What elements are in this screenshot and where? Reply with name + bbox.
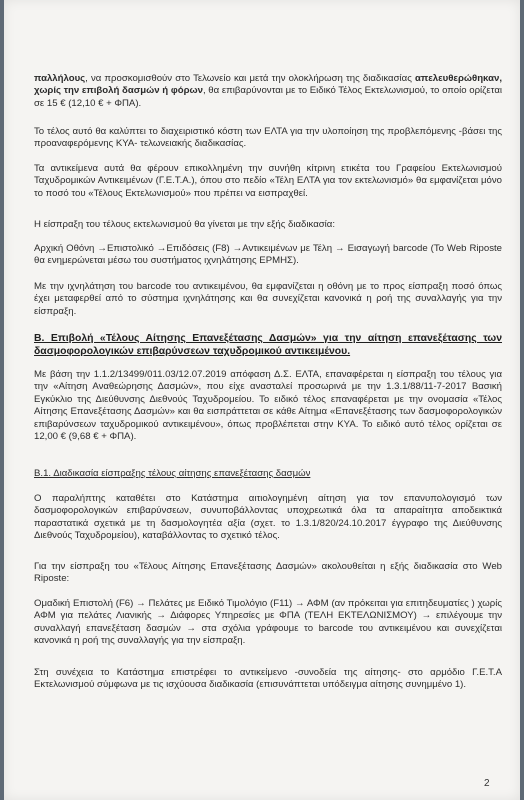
section-b-title: Β. Επιβολή «Τέλους Αίτησης Επανεξέτασης Δασμών» για την αίτηση επανεξέτασης των δασμοφορολογικών επιβαρύνσεων ταχυδρομικού αντικειμένου. (34, 333, 502, 357)
paragraph-text: , θα επιβαρύνονται με το Ειδικό Τέλος Εκτελωνισμού, το οποίο ορίζεται σε 15 € (12,10 € + ΦΠΑ). (34, 85, 503, 109)
bold-text: απελευθερώθηκαν, χωρίς την επιβολή δασμών ή φόρων (34, 73, 502, 97)
paragraph-tracking: Με την ιχνηλάτηση του barcode του αντικειμένου, θα εμφανίζεται η οθόνη με το προς είσπραξη ποσό όπως έχει μεταφερθεί από το σύστημα ιχνηλάτησης και θα συνεχίζεται κανονικά η ροή της συναλλαγής για την είσπραξη. (34, 281, 502, 317)
page-number: 2 (484, 778, 490, 789)
paragraph-fee-cost: Το τέλος αυτό θα καλύπτει το διαχειριστικό κόστη των ΕΛΤΑ για την υλοποίηση της προβλεπόμενης -βάσει της προαναφερόμενης ΚΥΑ- τελωνειακής διαδικασίας. (34, 126, 502, 150)
paragraph-web-riposte-path: Ομαδική Επιστολή (F6) → Πελάτες με Ειδικό Τιμολόγιο (F11) → ΑΦΜ (αν πρόκειται για επιτηδευματίες ) χωρίς ΑΦΜ για πελάτες Λιανικής → Διάφορες Υπηρεσίες με ΦΠΑ (ΤΕΛΗ ΕΚΤΕΛΩΝΙΣΜΟΥ) → επιλέγουμε την συναλλαγή επανεξέταση δασμών → στα σχόλια γράφουμε το barcode του αντικειμένου και συνεχίζεται κανονικά η ροή της συναλλαγής για την είσπραξη. (34, 598, 502, 647)
paragraph-decision: Με βάση την 1.1.2/13499/011.03/12.07.2019 απόφαση Δ.Σ. ΕΛΤΑ, επαναφέρεται η είσπραξη του τέλους για την «Αίτηση Αναθεώρησης Δασμών», που είχε ανασταλεί προσωρινά με την 1.3.1/88/11-7-2017 Βασική Εγκύκλιο της Διεύθυνσης Διεθνούς Ταχυδρομείου. Το ειδικό τέλος επαναφέρεται με την ονομασία «Τέλος Αίτησης Επανεξέτασης Δασμών» και θα εισπράττεται σε κάθε Αίτημα «Επανεξέτασης των δασμοφορολογικών επιβαρύνσεων ταχυδρομικού αντικειμένου», όπως προβλέπεται στην ΚΥΑ. Το ειδικό αυτό τέλος ορίζεται σε 12,00 € (9,68 € + ΦΠΑ). (34, 369, 502, 443)
paragraph-recipient: Ο παραλήπτης καταθέτει στο Κατάστημα αιτιολογημένη αίτηση για τον επανυπολογισμό των δασμοφορολογικών επιβαρύνσεων, συνυποβάλλοντας υποχρεωτικά όλα τα απαραίτητα αποδεικτικά παραστατικά σχετικά με τη δασμολογητέα αξία (σχετ. το 1.3.1/820/24.10.2017 έγγραφο της Διεύθυνσης Διεθνούς Ταχυδρομείου), καταβάλλοντας το σχετικό τέλος. (34, 493, 502, 542)
bold-text: παλλήλους (34, 73, 86, 84)
paragraph-yellow-label: Τα αντικείμενα αυτά θα φέρουν επικολλημένη την συνήθη κίτρινη ετικέτα του Γραφείου Εκτελωνισμού Ταχυδρομικών Αντικειμένων (Γ.Ε.Τ.Α.), όπου στο πεδίο «Τέλη ΕΛΤΑ για τον εκτελωνισμό» θα εμφανίζεται μόνο το ποσό του «Τέλους Εκτελωνισμού» που πρέπει να εισπραχθεί. (34, 163, 502, 199)
paragraph-procedure-path: Αρχική Οθόνη →Επιστολικό →Επιδόσεις (F8) →Αντικειμένων με Τέλη → Εισαγωγή barcode (Το Web Riposte θα ενημερώνεται μέσω του συστήματος ιχνηλάτησης ΕΡΜΗΣ). (34, 243, 502, 267)
paragraph-web-riposte-intro: Για την είσπραξη του «Τέλους Αίτησης Επανεξέτασης Δασμών» ακολουθείται η εξής διαδικασία στο Web Riposte: (34, 561, 502, 585)
document-page (4, 0, 520, 800)
section-b1-title: Β.1. Διαδικασία είσπραξης τέλους αίτησης επανεξέτασης δασμών (34, 468, 311, 479)
paragraph-text: , να προσκομισθούν στο Τελωνείο και μετά την ολοκλήρωση της διαδικασίας (85, 73, 415, 84)
paragraph-intro (34, 73, 502, 110)
paragraph-procedure-intro: Η είσπραξη του τέλους εκτελωνισμού θα γίνεται με την εξής διαδικασία: (34, 219, 336, 230)
paragraph-return: Στη συνέχεια το Κατάστημα επιστρέφει το αντικείμενο -συνοδεία της αίτησης- στο αρμόδιο Γ.Ε.Τ.Α Εκτελωνισμού σύμφωνα με τις ισχύουσα διαδικασία (επισυνάπτεται υπόδειγμα αίτησης συνημμένο 1). (34, 667, 502, 691)
